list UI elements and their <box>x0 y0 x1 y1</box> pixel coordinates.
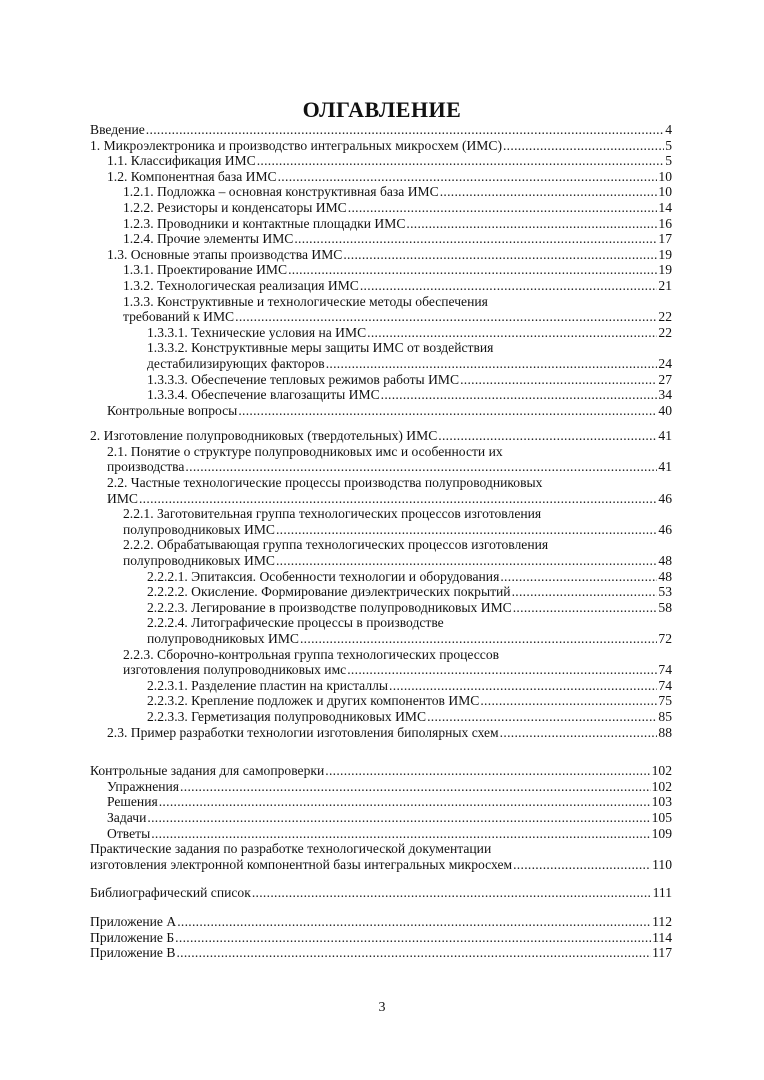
toc-entry-1-2-1[interactable]: 1.2.1. Подложка – основная конструктивная база ИМС ..... 10 <box>90 184 672 200</box>
toc-entry-problems[interactable]: Задачи ..... 105 <box>90 810 672 826</box>
toc-entry-2-2-3[interactable]: 2.2.3. Сборочно-контрольная группа технологических процессов <box>123 646 500 662</box>
toc-entry-1-2[interactable]: 1.2. Компонентная база ИМС ..... 10 <box>90 169 672 185</box>
spacer <box>90 872 672 885</box>
toc-entry-1-3-3-3[interactable]: 1.3.3.3. Обеспечение тепловых режимов работы ИМС ..... 27 <box>90 372 672 388</box>
toc-entry-answers[interactable]: Ответы ..... 109 <box>90 826 672 842</box>
toc-entry-2-2-3-3[interactable]: 2.2.3.3. Герметизация полупроводниковых ИМС ..... 85 <box>90 709 672 725</box>
spacer <box>90 901 672 914</box>
toc-entry-2-1[interactable]: 2.1. Понятие о структуре полупроводниковых имс и особенности их <box>107 443 503 459</box>
toc-entry-chapter-1[interactable]: 1. Микроэлектроника и производство интегральных микросхем (ИМС) ..... 5 <box>90 138 672 154</box>
toc-entry-practical-tasks-cont[interactable]: изготовления электронной компонентной базы интегральных микросхем ..... 110 <box>90 857 672 873</box>
page-number: 3 <box>378 1000 386 1015</box>
toc-entry-exercises[interactable]: Упражнения ..... 102 <box>90 779 672 795</box>
spacer <box>90 418 672 428</box>
toc-entry-appendix-v[interactable]: Приложение В ..... 117 <box>90 945 672 961</box>
toc-entry-bibliography[interactable]: Библиографический список ..... 111 <box>90 885 672 901</box>
toc-entry-1-3[interactable]: 1.3. Основные этапы производства ИМС ..... 19 <box>90 247 672 263</box>
toc-entry-2-3[interactable]: 2.3. Пример разработки технологии изготовления биполярных схем ..... 88 <box>90 725 672 741</box>
toc-entry-2-2-3-1[interactable]: 2.2.3.1. Разделение пластин на кристаллы ..... 74 <box>90 678 672 694</box>
toc-entry-1-3-2[interactable]: 1.3.2. Технологическая реализация ИМС ..... 21 <box>90 278 672 294</box>
toc-entry-2-2-2-cont[interactable]: полупроводниковых ИМС ..... 48 <box>90 553 672 569</box>
toc-entry-1-3-3-2[interactable]: 1.3.3.2. Конструктивные меры защиты ИМС от воздействия <box>147 340 494 356</box>
toc-entry-solutions[interactable]: Решения ..... 103 <box>90 794 672 810</box>
toc-entry-1-3-3-1[interactable]: 1.3.3.1. Технические условия на ИМС ..... 22 <box>90 325 672 341</box>
toc-entry-1-2-3[interactable]: 1.2.3. Проводники и контактные площадки ИМС ..... 16 <box>90 216 672 232</box>
toc-entry-practical-tasks[interactable]: Практические задания по разработке технологической документации <box>90 841 492 857</box>
toc-entry-2-1-cont[interactable]: производства ..... 41 <box>90 459 672 475</box>
toc-entry-appendix-b[interactable]: Приложение Б ..... 114 <box>90 930 672 946</box>
toc-entry-2-2[interactable]: 2.2. Частные технологические процессы производства полупроводниковых <box>107 475 543 491</box>
toc-entry-1-1[interactable]: 1.1. Классификация ИМС ..... 5 <box>90 153 672 169</box>
toc-entry-2-2-2-3[interactable]: 2.2.2.3. Легирование в производстве полупроводниковых ИМС ..... 58 <box>90 600 672 616</box>
toc-entry-2-2-3-cont[interactable]: изготовления полупроводниковых имс ..... 74 <box>90 662 672 678</box>
toc-entry-2-2-2-4[interactable]: 2.2.2.4. Литографические процессы в производстве <box>147 615 444 631</box>
toc-entry-2-2-2-1[interactable]: 2.2.2.1. Эпитаксия. Особенности технологии и оборудования ..... 48 <box>90 569 672 585</box>
toc-entry-2-2-2-4-cont[interactable]: полупроводниковых ИМС ..... 72 <box>90 631 672 647</box>
toc-entry-2-2-2[interactable]: 2.2.2. Обрабатывающая группа технологических процессов изготовления <box>123 537 549 553</box>
spacer <box>90 740 672 753</box>
toc-entry-1-3-3[interactable]: 1.3.3. Конструктивные и технологические методы обеспечения <box>123 293 488 309</box>
toc-entry-2-2-3-2[interactable]: 2.2.3.2. Крепление подложек и других компонентов ИМС ..... 75 <box>90 693 672 709</box>
toc-entry-appendix-a[interactable]: Приложение А ..... 112 <box>90 914 672 930</box>
toc-entry-2-2-1[interactable]: 2.2.1. Заготовительная группа технологических процессов изготовления <box>123 506 542 522</box>
toc-entry-1-2-2[interactable]: 1.2.2. Резисторы и конденсаторы ИМС ..... 14 <box>90 200 672 216</box>
toc-entry-1-3-3-cont[interactable]: требований к ИМС ..... 22 <box>90 309 672 325</box>
toc-entry-2-2-1-cont[interactable]: полупроводниковых ИМС ..... 46 <box>90 522 672 538</box>
toc-entry-2-2-cont[interactable]: ИМС ..... 46 <box>90 491 672 507</box>
toc-entry-1-2-4[interactable]: 1.2.4. Прочие элементы ИМС ..... 17 <box>90 231 672 247</box>
toc-entry-2-2-2-2[interactable]: 2.2.2.2. Окисление. Формирование диэлектрических покрытий ..... 53 <box>90 584 672 600</box>
toc-entry-1-3-3-2-cont[interactable]: дестабилизирующих факторов ..... 24 <box>90 356 672 372</box>
toc-entry-review-questions[interactable]: Контрольные вопросы ..... 40 <box>90 403 672 419</box>
toc-entry-introduction[interactable]: Введение ..... 4 <box>90 122 672 138</box>
toc-title: ОЛГАВЛЕНИЕ <box>302 97 462 122</box>
spacer <box>90 753 672 763</box>
toc-entry-1-3-1[interactable]: 1.3.1. Проектирование ИМС ..... 19 <box>90 262 672 278</box>
toc-entry-1-3-3-4[interactable]: 1.3.3.4. Обеспечение влагозащиты ИМС ..... 34 <box>90 387 672 403</box>
table-of-contents <box>90 122 672 961</box>
toc-entry-self-test[interactable]: Контрольные задания для самопроверки ..... 102 <box>90 763 672 779</box>
toc-entry-chapter-2[interactable]: 2. Изготовление полупроводниковых (твердотельных) ИМС ..... 41 <box>90 428 672 444</box>
